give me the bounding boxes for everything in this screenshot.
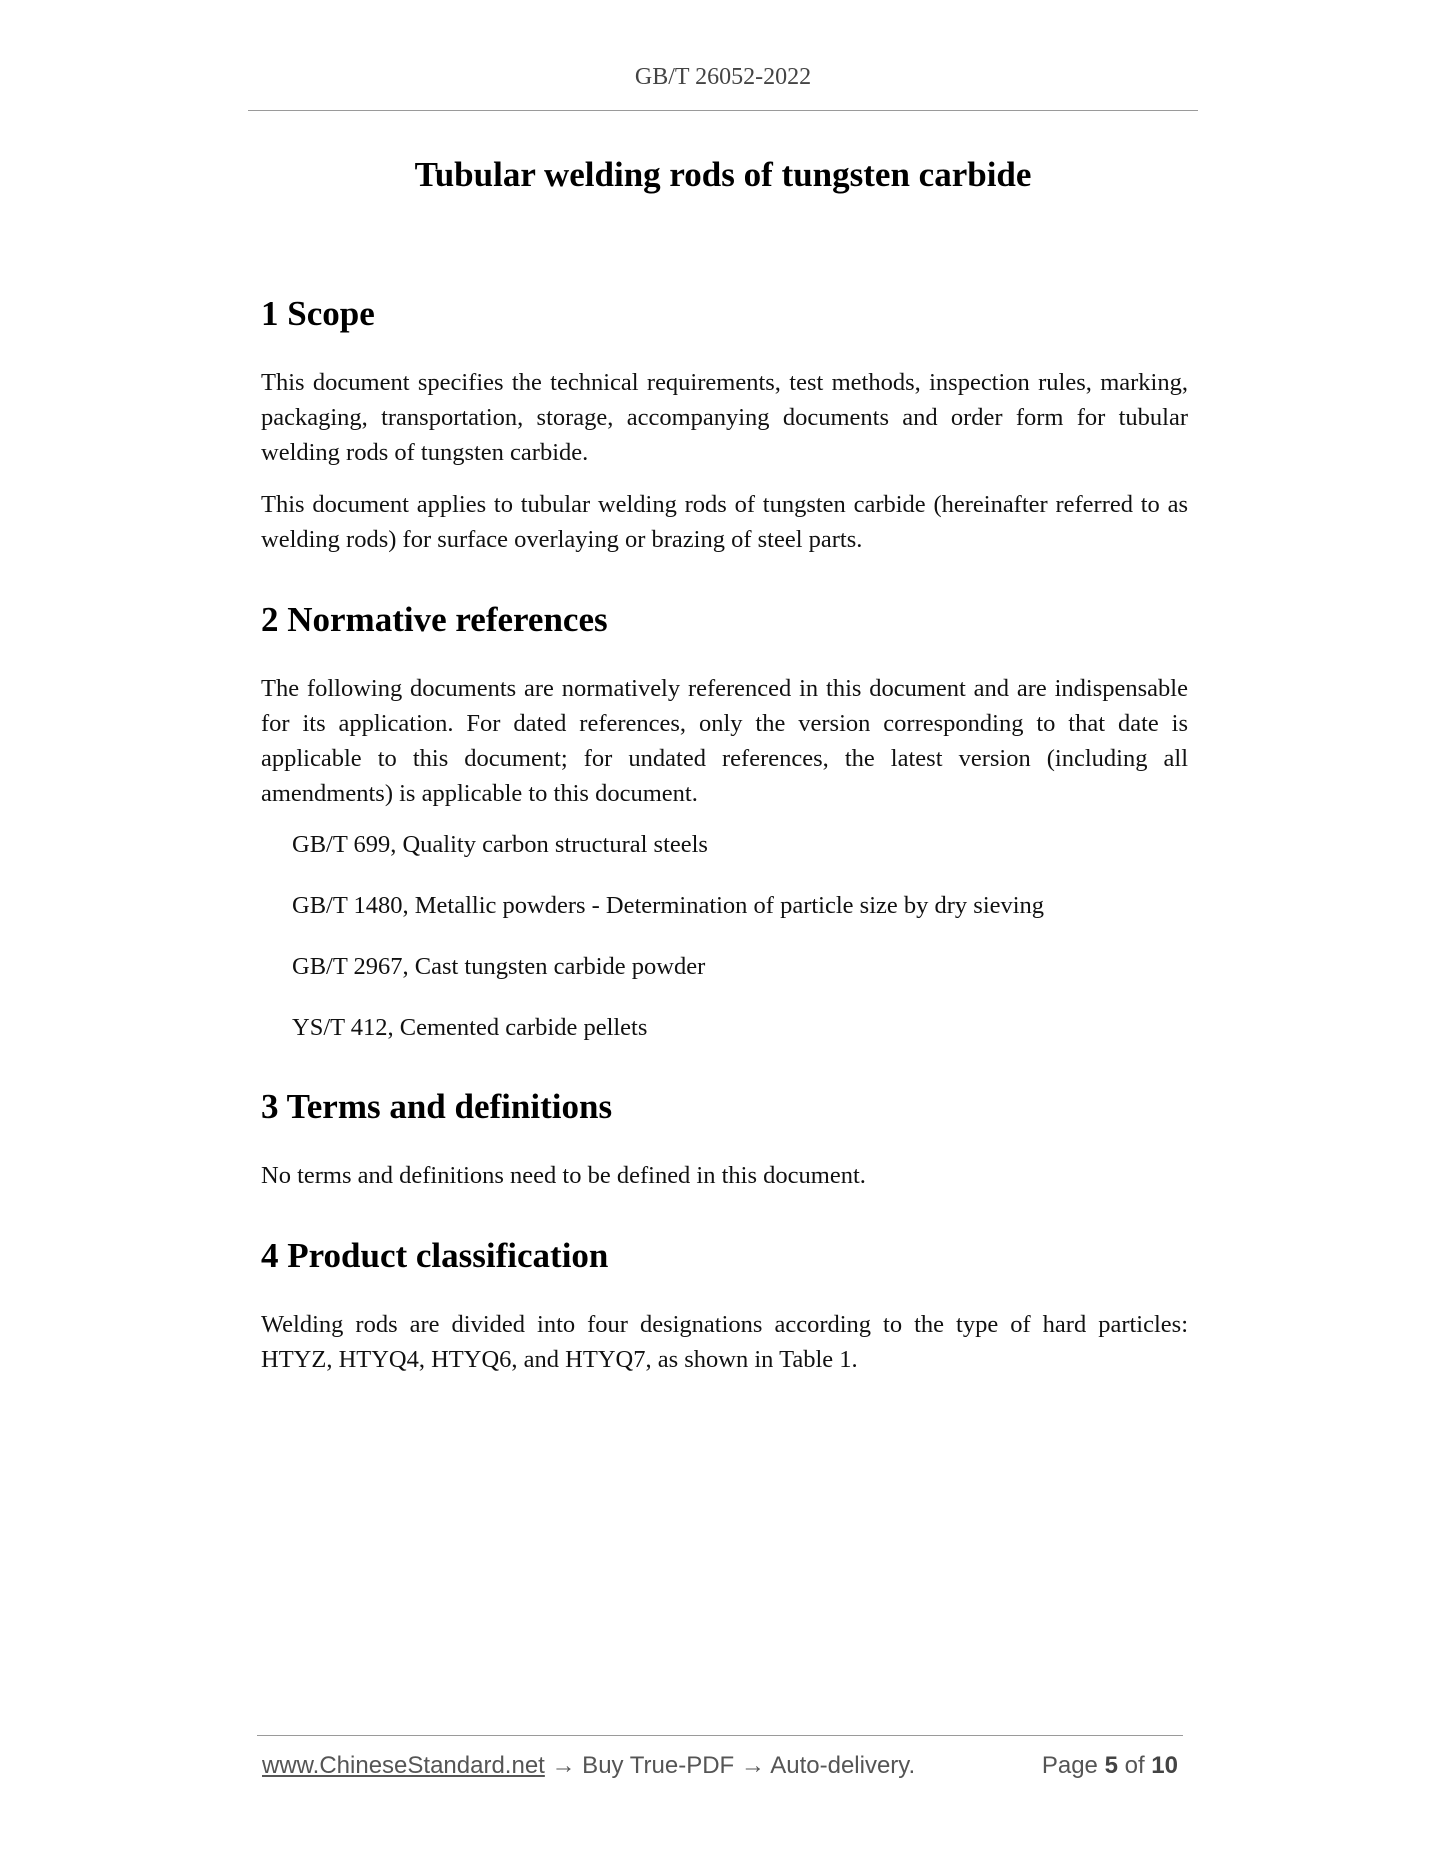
page-total: 10 bbox=[1151, 1752, 1178, 1779]
section-heading-normative-references: 2 Normative references bbox=[261, 600, 608, 639]
reference-item: YS/T 412, Cemented carbide pellets bbox=[292, 1014, 648, 1041]
page-current: 5 bbox=[1104, 1752, 1118, 1779]
header-divider bbox=[248, 110, 1198, 111]
page-of-label: of bbox=[1124, 1752, 1145, 1779]
section-heading-scope: 1 Scope bbox=[261, 294, 375, 333]
footer-divider bbox=[257, 1735, 1183, 1736]
reference-item: GB/T 1480, Metallic powders - Determination of particle size by dry sieving bbox=[292, 892, 1045, 919]
page-footer bbox=[262, 1752, 1182, 1792]
footer-promo bbox=[262, 1752, 915, 1780]
footer-promo-text: → Buy True-PDF → Auto-delivery. bbox=[544, 1752, 916, 1779]
normative-paragraph-1: The following documents are normatively referenced in this document and are indispensable for its application. For dated references, only the version corresponding to that date is applicable to this document; for undated references, the latest version (including all amendments) is applicable to this document. bbox=[261, 675, 1188, 807]
scope-paragraph-1: This document specifies the technical requirements, test methods, inspection rules, marking, packaging, transportation, storage, accompanying documents and order form for tubular welding rods of tungsten carbide. bbox=[261, 369, 1188, 466]
running-header: GB/T 26052-2022 bbox=[634, 64, 812, 90]
page-number bbox=[1042, 1752, 1178, 1780]
page-label: Page bbox=[1041, 1752, 1098, 1779]
reference-item: GB/T 2967, Cast tungsten carbide powder bbox=[292, 953, 706, 980]
document-body bbox=[261, 285, 1188, 1377]
section-heading-terms-and-definitions: 3 Terms and definitions bbox=[261, 1087, 613, 1126]
section-heading-product-classification: 4 Product classification bbox=[261, 1236, 609, 1275]
scope-paragraph-2: This document applies to tubular welding rods of tungsten carbide (hereinafter referred to as welding rods) for surface overlaying or brazing of steel parts. bbox=[261, 491, 1188, 553]
document-title: Tubular welding rods of tungsten carbide bbox=[414, 155, 1032, 194]
terms-paragraph-1: No terms and definitions need to be defined in this document. bbox=[261, 1162, 866, 1189]
website-link[interactable]: www.ChineseStandard.net bbox=[262, 1752, 545, 1779]
reference-item: GB/T 699, Quality carbon structural steels bbox=[292, 831, 708, 858]
classification-paragraph-1: Welding rods are divided into four designations according to the type of hard particles: HTYZ, HTYQ4, HTYQ6, and HTYQ7, as shown in Table 1. bbox=[261, 1311, 1188, 1373]
